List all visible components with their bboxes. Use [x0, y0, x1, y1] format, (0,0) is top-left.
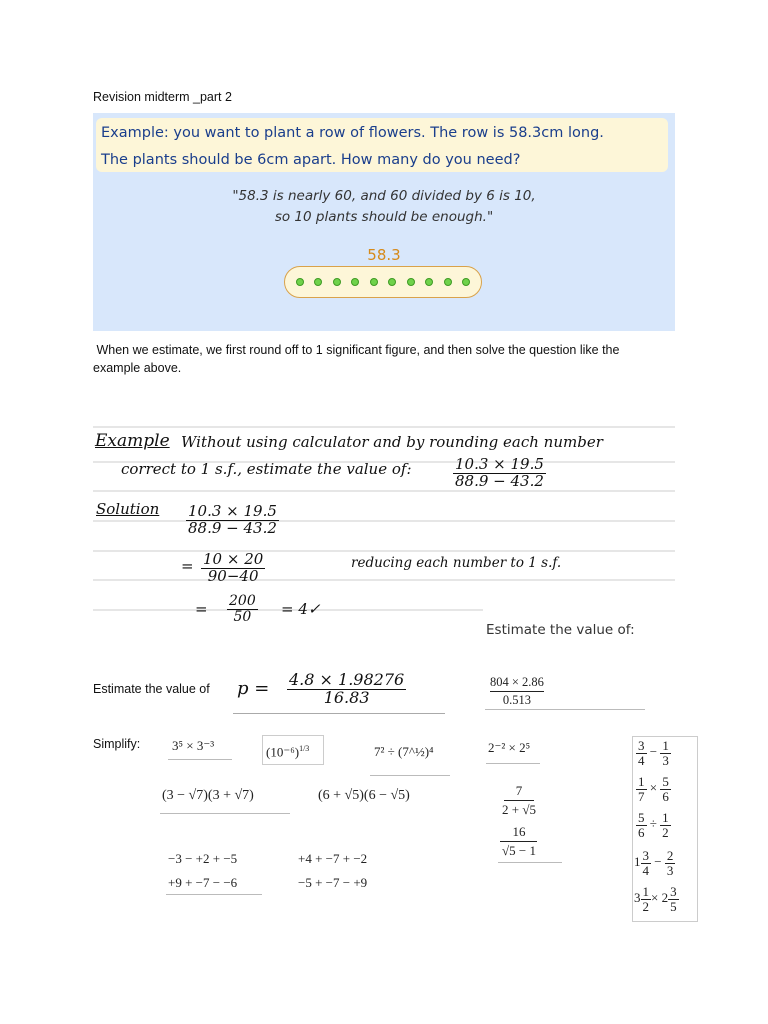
example-question-box — [96, 118, 668, 172]
f1-a-num: 3 — [638, 738, 645, 753]
f3-a-den: 6 — [638, 824, 645, 840]
f3-b-den: 2 — [662, 824, 669, 840]
handwritten-example — [93, 424, 675, 626]
f4-b-den: 3 — [666, 862, 674, 878]
example-question-line1: Example: you want to plant a row of flowers. The row is 58.3cm long. — [101, 125, 604, 141]
f2-b-num: 5 — [662, 774, 669, 789]
s7-den: 2 + √5 — [502, 801, 536, 817]
instruction-expression — [453, 457, 546, 490]
ruled-lines — [93, 424, 675, 626]
simplify-2 — [262, 735, 324, 765]
estimate-heading: Estimate the value of: — [486, 622, 635, 638]
simplify-2-base: (10⁻⁶) — [266, 744, 300, 760]
f4-a-den: 4 — [642, 862, 649, 878]
f1-b-num: 1 — [662, 738, 669, 753]
flower-dot — [333, 278, 341, 286]
q-den: 0.513 — [502, 693, 532, 708]
instruction-line2: correct to 1 s.f., estimate the value of: — [121, 460, 412, 478]
estimate-q-expression — [485, 674, 645, 710]
step2-den: 90−40 — [207, 566, 259, 585]
integer-1: −3 − +2 + −5 — [168, 851, 238, 866]
flower-dot — [407, 278, 415, 286]
step2-note: reducing each number to 1 s.f. — [351, 555, 562, 571]
simplify-6: (6 + √5)(6 − √5) — [318, 788, 410, 803]
fraction-1 — [636, 739, 671, 767]
f5-b-den: 5 — [670, 898, 677, 914]
step2-equals: = — [181, 557, 194, 575]
intro-paragraph — [93, 341, 683, 377]
f5-a-den: 2 — [642, 898, 649, 914]
solution-step3 — [227, 594, 258, 624]
solution-step1 — [186, 504, 279, 537]
f4-whole: 1 — [634, 854, 641, 870]
flower-row — [284, 266, 482, 298]
f2-op: × — [649, 780, 658, 796]
simplify-1: 3⁵ × 3⁻³ — [168, 738, 232, 760]
step1-num: 10.3 × 19.5 — [188, 502, 277, 520]
intro-line1: When we estimate, we first round off to 1 significant figure, and then solve the question like the — [93, 343, 620, 357]
p-den: 16.83 — [323, 687, 370, 707]
step1-den: 88.9 − 43.2 — [188, 518, 277, 537]
estimate-label: Estimate the value of — [93, 682, 210, 696]
solution-step2 — [201, 552, 265, 585]
f3-op: ÷ — [649, 816, 657, 832]
f5-b-num: 3 — [670, 884, 677, 899]
p-num: 4.8 × 1.98276 — [289, 670, 405, 689]
example-quote — [93, 186, 675, 228]
f5-op: × 2 — [651, 890, 669, 906]
flower-dot — [370, 278, 378, 286]
f2-a-den: 7 — [638, 788, 645, 804]
simplify-4: 2⁻² × 2⁵ — [486, 740, 540, 764]
row-length-label: 58.3 — [367, 246, 401, 264]
page-title: Revision midterm _part 2 — [93, 90, 232, 104]
example-quote-line2: so 10 plants should be enough." — [274, 209, 494, 225]
estimate-p-expression — [233, 672, 445, 714]
integer-2: +4 + −7 + −2 — [298, 851, 368, 866]
q-num: 804 × 2.86 — [490, 676, 544, 692]
flower-dot — [388, 278, 396, 286]
flower-dot — [462, 278, 470, 286]
simplify-7 — [500, 784, 538, 816]
s8-num: 16 — [500, 825, 537, 842]
example-word: Example — [95, 431, 170, 451]
step3-num: 200 — [229, 593, 256, 609]
step2-num: 10 × 20 — [203, 550, 264, 568]
instruction-line1: Without using calculator and by rounding each number — [181, 433, 603, 451]
fraction-3 — [636, 811, 671, 839]
f4-b-num: 2 — [666, 848, 674, 863]
solution-word: Solution — [96, 500, 160, 518]
fraction-4 — [634, 849, 675, 877]
f1-a-den: 4 — [638, 752, 645, 768]
f1-op: − — [649, 744, 658, 760]
step3-den: 50 — [233, 608, 252, 625]
step3-equals: = — [195, 600, 208, 618]
integer-3: +9 + −7 − −6 — [166, 875, 262, 895]
f5-a-num: 1 — [642, 884, 649, 899]
f2-b-den: 6 — [662, 788, 669, 804]
simplify-label: Simplify: — [93, 737, 141, 751]
flower-dot — [351, 278, 359, 286]
f4-op: − — [654, 854, 662, 870]
fraction-5 — [634, 885, 679, 913]
intro-line2: example above. — [93, 361, 182, 375]
flower-dot — [296, 278, 304, 286]
p-lhs: p = — [237, 678, 270, 699]
f3-b-num: 1 — [662, 810, 669, 825]
s7-num: 7 — [504, 784, 535, 801]
flower-dot — [444, 278, 452, 286]
instruction-expr-den: 88.9 − 43.2 — [455, 471, 544, 490]
step3-result: = 4✓ — [281, 600, 321, 618]
s8-den: √5 − 1 — [502, 842, 536, 858]
f1-b-den: 3 — [662, 752, 669, 768]
instruction-expr-num: 10.3 × 19.5 — [455, 455, 544, 473]
simplify-8 — [498, 825, 562, 863]
fraction-2 — [636, 775, 671, 803]
f5-whole: 3 — [634, 890, 641, 906]
simplify-3: 7² ÷ (7^½)⁴ — [370, 734, 450, 776]
simplify-2-exp: 1/3 — [299, 744, 310, 753]
f3-a-num: 5 — [638, 810, 645, 825]
f4-a-num: 3 — [642, 848, 649, 863]
simplify-5: (3 − √7)(3 + √7) — [160, 788, 290, 814]
example-question-line2: The plants should be 6cm apart. How many do you need? — [101, 152, 521, 168]
example-quote-line1: "58.3 is nearly 60, and 60 divided by 6 is 10, — [232, 188, 536, 204]
integer-4: −5 + −7 − +9 — [298, 875, 368, 890]
flower-dot — [425, 278, 433, 286]
f2-a-num: 1 — [638, 774, 645, 789]
flower-dot — [314, 278, 322, 286]
